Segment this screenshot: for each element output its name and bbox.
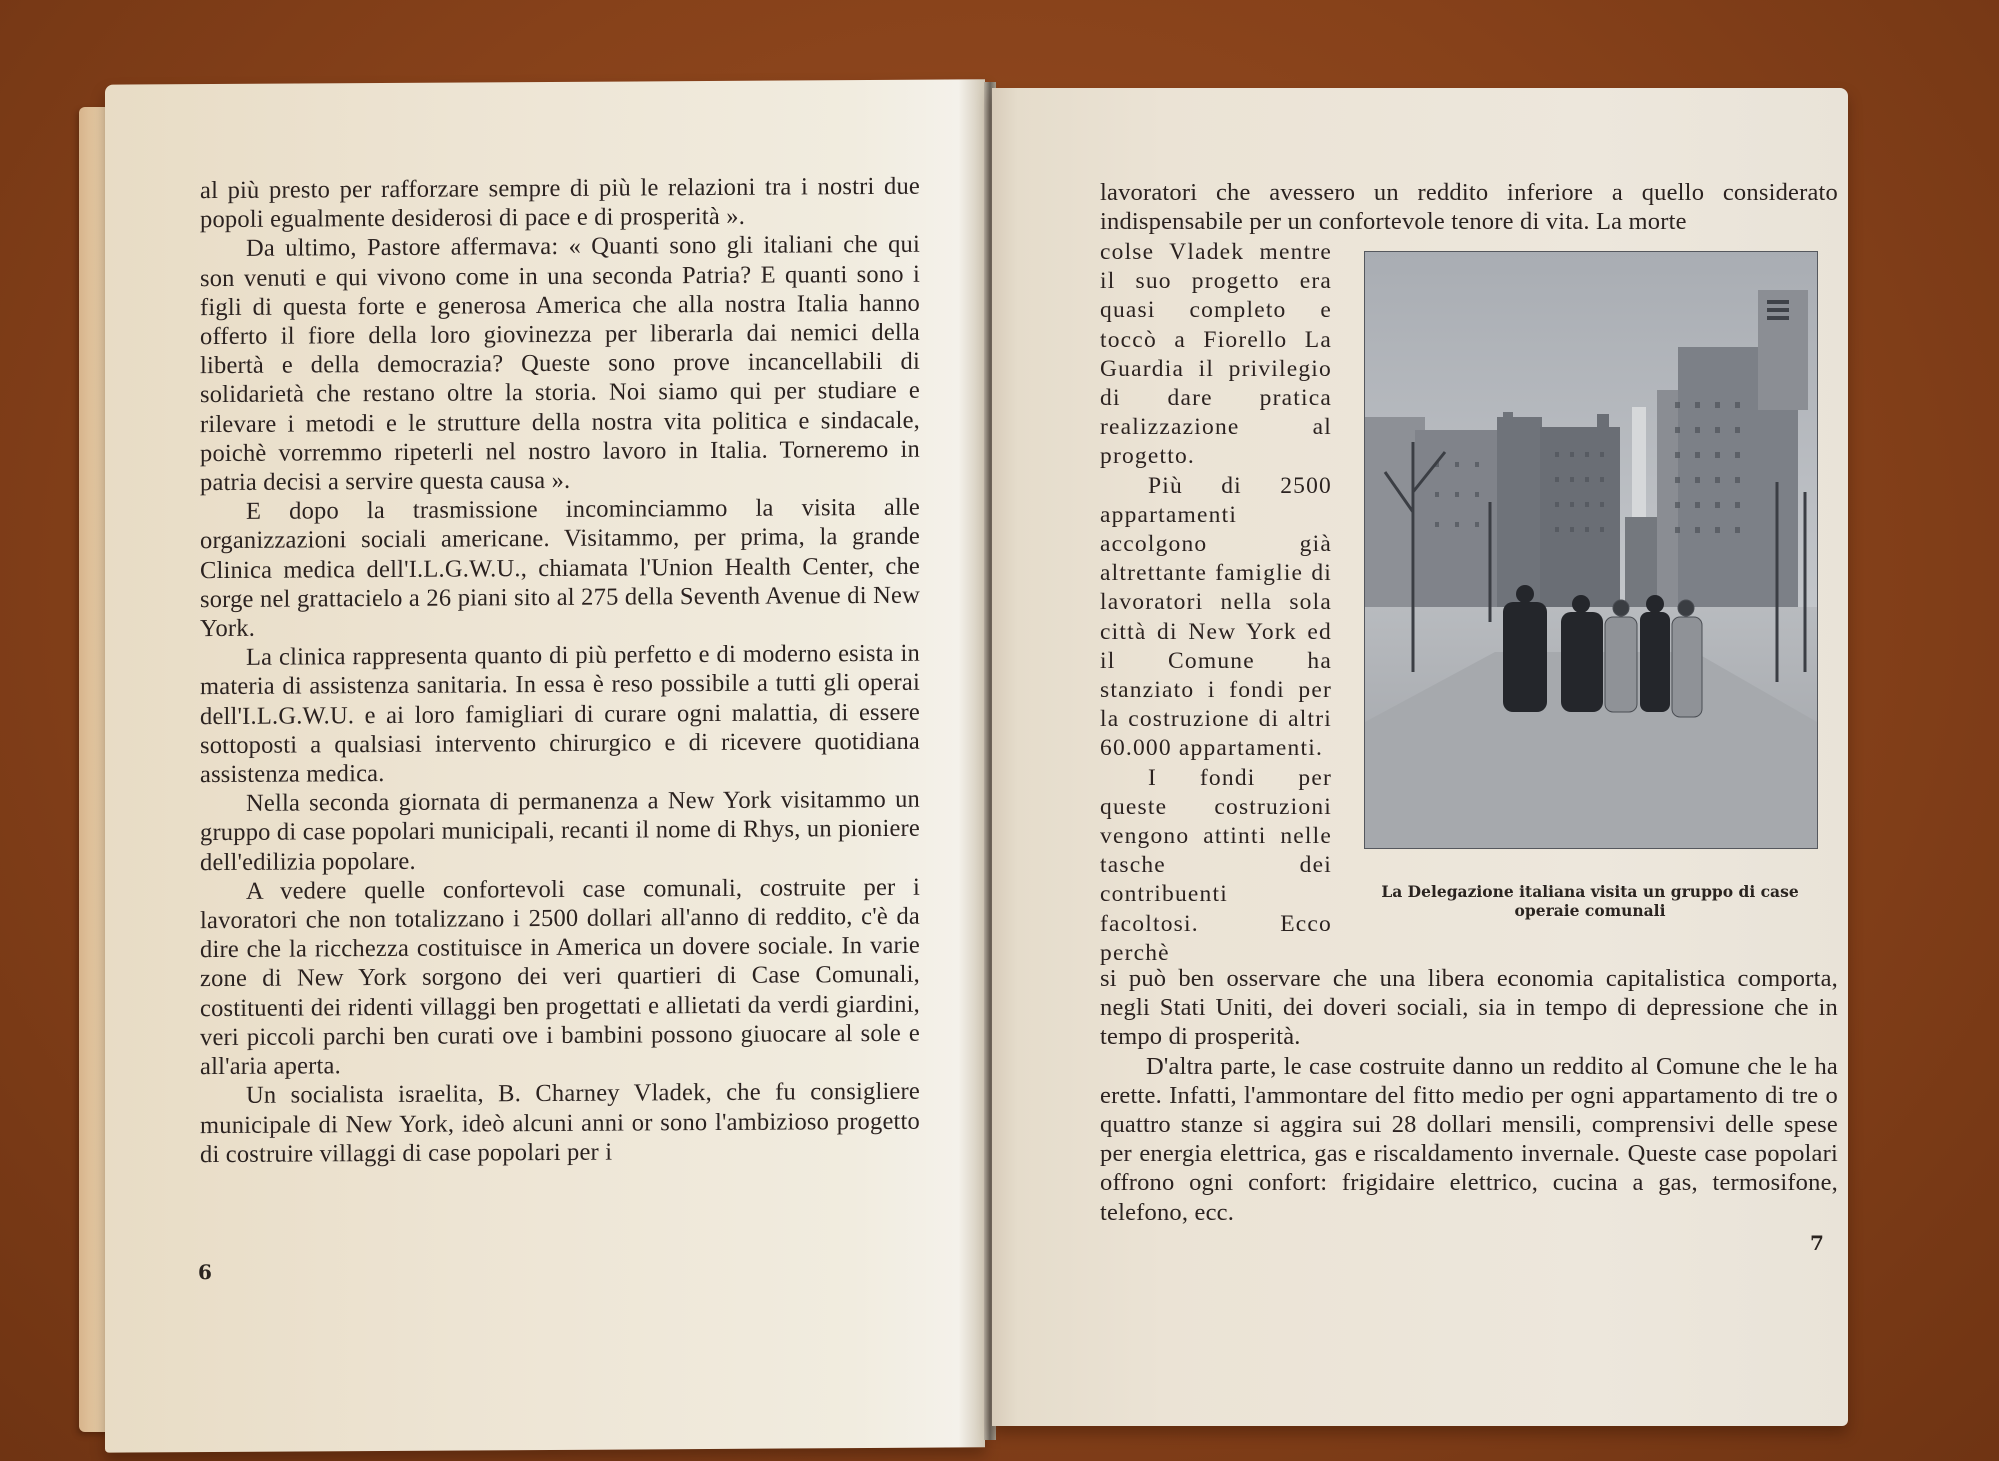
left-page	[105, 79, 985, 1452]
paragraph: si può ben osservare che una libera economia capitalistica comporta, negli Stati Uniti, dei doveri sociali, sia in tempo di depressione che in tempo di prosperità.	[1100, 965, 1838, 1051]
right-page-bottom-text	[1100, 964, 1838, 1227]
paragraph: Un socialista israelita, B. Charney Vladek, che fu consigliere municipale di New York, ideò alcuni anni or sono l'ambizioso progetto di costruire villaggi di case popolari per i	[200, 1078, 920, 1168]
page-number: 6	[198, 1260, 212, 1285]
paragraph: Più di 2500 appartamenti accolgono già altrettante famiglie di lavoratori nella sola città di New York ed il Comune ha stanziato i fondi per la costruzione di altri 60.000 appartamenti.	[1100, 472, 1332, 762]
left-page-body	[200, 172, 920, 1169]
paragraph: Da ultimo, Pastore affermava: « Quanti sono gli italiani che qui son venuti e qui vivono come in una seconda Patria? E quanti sono i figli di questa forte e generosa America che alla nostra Italia hanno offerto il fiore della loro giovinezza per liberarla dai nemici della libertà e della democrazia? Queste sono prove incancellabili di solidarietà che restano oltre la storia. Noi siamo qui per studiare e rilevare i metodi e le strutture della nostra vita politica e sindacale, poichè vorremmo ripeterli nel nostro lavoro in Italia. Torneremo in patria decisi a servire questa causa ».	[200, 231, 920, 497]
paragraph: E dopo la trasmissione incominciammo la visita alle organizzazioni sociali americane. Visitammo, per prima, la grande Clinica medica dell'I.L.G.W.U., chiamata l'Union Health Center, che sorge nel grattacielo a 26 piani sito al 275 della Seventh Avenue di New York.	[200, 493, 920, 643]
photo-caption: La Delegazione italiana visita un gruppo di case operaie comunali	[1381, 882, 1799, 920]
right-page-top-text	[1100, 178, 1838, 236]
paragraph: La clinica rappresenta quanto di più perfetto e di moderno esista in materia di assistenza sanitaria. In essa è reso possibile a tutti gli operai dell'I.L.G.W.U. e ai loro famigliari di curare ogni malattia, di essere sottoposti a qualsiasi intervento chirurgico e di ricevere quotidiana assistenza medica.	[200, 639, 920, 789]
paragraph: A vedere quelle confortevoli case comunali, costruite per i lavoratori che non totalizzano i 2500 dollari all'anno di reddito, c'è da dire che la ricchezza costituisce in America un dovere sociale. In varie zone di New York sorgono dei veri quartieri di Case Comunali, costituenti dei ridenti villaggi ben progettati e allietati da verdi giardini, veri piccoli parchi ben curati ove i bambini possono giuocare al sole e all'aria aperta.	[200, 873, 920, 1081]
right-page	[992, 88, 1848, 1426]
housing-photo	[1364, 251, 1818, 849]
paragraph: I fondi per queste costruzioni vengono attinti nelle tasche dei contribuenti facoltosi. Ecco perchè	[1100, 764, 1332, 966]
right-page-narrow-column	[1100, 238, 1332, 968]
paragraph: lavoratori che avessero un reddito inferiore a quello considerato indispensabile per un confortevole tenore di vita. La morte	[1100, 179, 1838, 236]
paragraph: colse Vladek mentre il suo progetto era quasi completo e toccò a Fiorello La Guardia il privilegio di dare pratica realizzazione al progetto.	[1100, 239, 1332, 470]
page-number: 7	[1810, 1231, 1824, 1255]
paragraph: D'altra parte, le case costruite danno un reddito al Comune che le ha erette. Infatti, l'ammontare del fitto medio per ogni appartamento di tre o quattro stanze si aggira sui 28 dollari mensili, comprensivi delle spese per energia elettrica, gas e riscaldamento invernale. Queste case popolari offrono ogni confort: frigidaire elettrico, cucina a gas, termosifone, telefono, ecc.	[1100, 1052, 1838, 1226]
paragraph: al più presto per rafforzare sempre di più le relazioni tra i nostri due popoli egualmente desiderosi di pace e di prosperità ».	[200, 172, 920, 234]
paragraph: Nella seconda giornata di permanenza a New York visitammo un gruppo di case popolari municipali, recanti il nome di Rhys, un pioniere dell'edilizia popolare.	[200, 785, 920, 876]
